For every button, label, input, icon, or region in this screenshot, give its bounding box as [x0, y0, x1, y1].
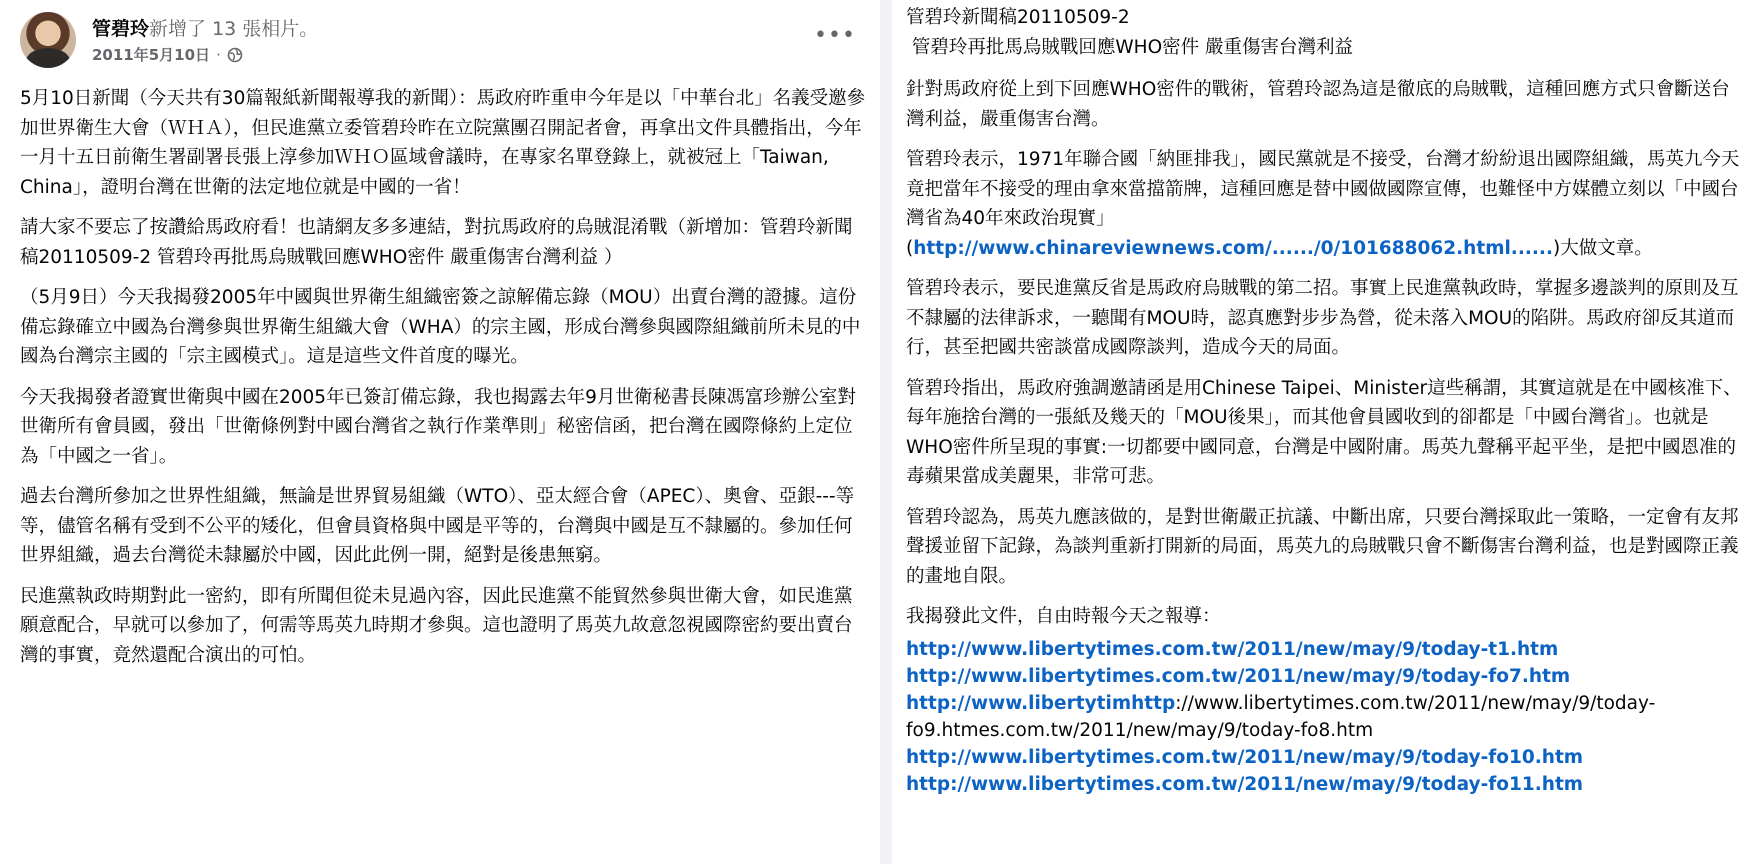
link-line [906, 663, 1746, 690]
panel-divider [880, 0, 892, 864]
post-paragraph: 今天我揭發者證實世衛與中國在2005年已簽訂備忘錄，我也揭露去年9月世衛秘書長陳馮富珍辦公室對世衛所有會員國，發出「世衛條例對中國台灣省之執行作業準則」秘密信函，把台灣在國際條約上定位為「中國之一省」。 [20, 386, 856, 467]
press-paragraph: 針對馬政府從上到下回應WHO密件的戰術，管碧玲認為這是徹底的烏賊戰，這種回應方式只會斷送台灣利益，嚴重傷害台灣。 [906, 79, 1730, 130]
post-date[interactable]: 2011年5月10日 [92, 46, 211, 64]
post-meta [92, 44, 243, 65]
paragraph-text: )大做文章。 [1552, 237, 1653, 259]
libertytimes-link[interactable]: http://www.libertytimes.com.tw/2011/new/may/9/today-fo11.htm [906, 773, 1584, 795]
libertytimes-link[interactable]: http://www.libertytimes.com.tw/2011/new/may/9/today-fo7.htm [906, 665, 1571, 687]
press-release-subtitle: 管碧玲再批馬烏賊戰回應WHO密件 嚴重傷害台灣利益 [906, 36, 1354, 58]
post-paragraph: （5月9日）今天我揭發2005年中國與世界衛生組織密簽之諒解備忘錄（MOU）出賣台灣的證據。這份備忘錄確立中國為台灣參與世界衛生組織大會（WHA）的宗主國，形成台灣參與國際組織前所未見的中國為台灣宗主國的「宗主國模式」。這是這些文件首度的曝光。 [20, 287, 861, 367]
post-left-panel [0, 0, 880, 812]
plain-url-text: ://www.libertytimes.com.tw/2011/new/may/9/today-fo9.htmes.com.tw/2011/new/may/9/today-fo8.htm [906, 692, 1656, 741]
post-right-panel [892, 0, 1754, 864]
press-paragraph-with-link [906, 145, 1746, 263]
press-paragraph: 管碧玲認為，馬英九應該做的，是對世衛嚴正抗議、中斷出席，只要台灣採取此一策略，一定會有友邦聲援並留下記錄，為談判重新打開新的局面，馬英九的烏賊戰只會不斷傷害台灣利益，也是對國際正義的畫地自限。 [906, 506, 1739, 587]
paragraph-text: 管碧玲表示，1971年聯合國「納匪排我」，國民黨就是不接受，台灣才紛紛退出國際組織，馬英九今天竟把當年不接受的理由拿來當擋箭牌，這種回應是替中國做國際宣傳，也難怪中方媒體立刻以「中國台灣省為40年來政治現實」( [906, 149, 1740, 259]
author-name[interactable]: 管碧玲 [92, 18, 150, 40]
post-action-text: 新增了 13 張相片。 [149, 18, 319, 40]
post-paragraph: 民進黨執政時期對此一密約，即有所聞但從未見過內容，因此民進黨不能貿然參與世衛大會，如民進黨願意配合，早就可以參加了，何需等馬英九時期才參與。這也證明了馬英九故意忽視國際密約要出賣台灣的事實，竟然還配合演出的可怕。 [20, 585, 853, 666]
link-line [906, 636, 1746, 663]
press-paragraph: 管碧玲表示，要民進黨反省是馬政府烏賊戰的第二招。事實上民進黨執政時，掌握多邊談判的原則及互不隸屬的法律訴求，一聽聞有MOU時，認真應對步步為營，從未落入MOU的陷阱。馬政府卻反其道而行，甚至把國共密談當成國際談判，造成今天的局面。 [906, 278, 1739, 358]
globe-icon [227, 47, 243, 63]
post-paragraph: 過去台灣所參加之世界性組織，無論是世界貿易組織（WTO）、亞太經合會（APEC）、奧會、亞銀---等等，儘管名稱有受到不公平的矮化，但會員資格與中國是平等的，台灣與中國是互不隸屬的。參加任何世界組織，過去台灣從未隸屬於中國，因此此例一開，絕對是後患無窮。 [20, 486, 855, 566]
libertytimes-link[interactable]: http://www.libertytimhttp [906, 692, 1176, 714]
press-paragraph: 管碧玲指出，馬政府強調邀請函是用Chinese Taipei、Minister這些稱謂，其實這就是在中國核准下、每年施捨台灣的一張紙及幾天的「MOU後果」，而其他會員國收到的卻都是「中國台灣省」。也就是WHO密件所呈現的事實:一切都要中國同意，台灣是中國附庸。馬英九聲稱平起平坐，是把中國恩准的毒蘋果當成美麗果，非常可悲。 [906, 377, 1742, 487]
avatar[interactable] [20, 12, 76, 68]
post-author-line [92, 14, 318, 41]
post-header [20, 12, 870, 72]
post-paragraph: 請大家不要忘了按讚給馬政府看！也請網友多多連結，對抗馬政府的烏賊混淆戰（新增加：管碧玲新聞稿20110509-2 管碧玲再批馬烏賊戰回應WHO密件 嚴重傷害台灣利益 ） [20, 217, 853, 268]
link-line [906, 771, 1746, 798]
press-release-body [906, 3, 1746, 798]
more-options-icon[interactable]: ••• [814, 23, 856, 48]
libertytimes-link[interactable]: http://www.libertytimes.com.tw/2011/new/may/9/today-fo10.htm [906, 746, 1584, 768]
press-paragraph: 我揭發此文件，自由時報今天之報導： [906, 606, 1221, 627]
meta-separator: · [216, 45, 221, 64]
mixed-link-line [906, 690, 1746, 744]
post-paragraph: 5月10日新聞（今天共有30篇報紙新聞報導我的新聞）：馬政府昨重申今年是以「中華台北」名義受邀參加世界衛生大會（ＷＨＡ），但民進黨立委管碧玲昨在立院黨團召開記者會，再拿出文件具體指出，今年一月十五日前衛生署副署長張上淳參加ＷＨＯ區域會議時，在專家名單登錄上，就被冠上「Taiwan, China」，證明台灣在世衛的法定地位就是中國的一省！ [20, 88, 866, 198]
post-body [20, 84, 866, 681]
chinareviewnews-link[interactable]: http://www.chinareviewnews.com/....../0/101688062.html...... [913, 237, 1553, 259]
libertytimes-link[interactable]: http://www.libertytimes.com.tw/2011/new/may/9/today-t1.htm [906, 638, 1559, 660]
link-line [906, 744, 1746, 771]
press-release-title: 管碧玲新聞稿20110509-2 [906, 7, 1130, 28]
